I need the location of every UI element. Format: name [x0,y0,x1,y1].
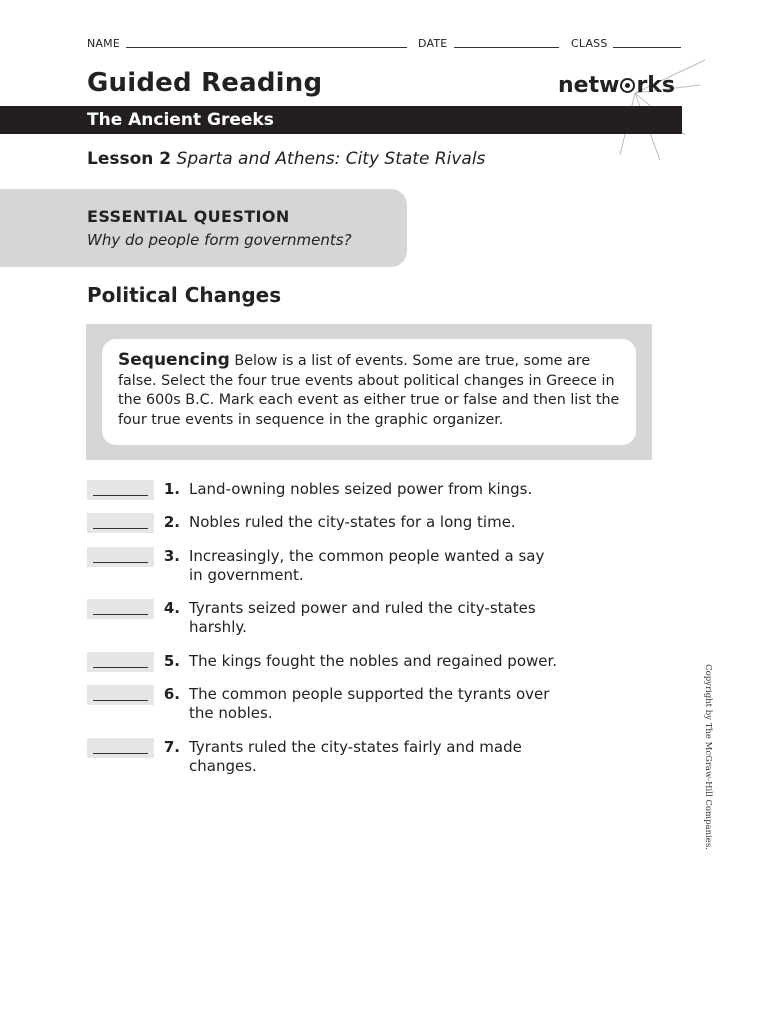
copyright-notice: Copyright by The McGraw-Hill Companies. [703,664,713,850]
item-number: 6. [163,685,180,703]
name-label: NAME [87,37,120,50]
item-text: Nobles ruled the city-states for a long time. [189,513,516,531]
networks-logo [558,73,675,98]
instructions-body: Below is a list of events. Some are true, some are false. Select the four true events about political changes in Greece in the 600s B.C. Mark each event as either true or false and then list the four true events in sequence in the graphic organizer. [118,353,620,429]
globe-icon [620,78,635,93]
class-field[interactable] [613,47,681,48]
item-number: 5. [163,652,180,670]
lesson-heading [87,149,485,169]
item-text: Tyrants ruled the city-states fairly and made changes. [189,738,522,775]
item-text: The common people supported the tyrants over the nobles. [189,685,550,722]
class-label: CLASS [571,37,608,50]
true-false-blank[interactable] [87,652,154,672]
essential-question-heading: ESSENTIAL QUESTION [87,207,290,226]
date-field[interactable] [454,47,559,48]
item-number: 7. [163,738,180,756]
instructions-text [118,351,628,431]
lesson-number: Lesson 2 [87,149,172,169]
essential-question-box [0,189,407,267]
true-false-blank[interactable] [87,480,154,500]
item-text: Land-owning nobles seized power from kings. [189,480,533,498]
true-false-blank[interactable] [87,599,154,619]
item-text: Increasingly, the common people wanted a say in government. [189,547,545,584]
logo-text-start: netw [558,73,620,98]
item-number: 1. [163,480,180,498]
banner-title: The Ancient Greeks [87,110,274,130]
page-title: Guided Reading [87,68,323,98]
logo-text-end: rks [636,73,676,98]
true-false-blank[interactable] [87,513,154,533]
section-title: Political Changes [87,283,282,307]
lesson-title: Sparta and Athens: City State Rivals [176,149,486,169]
name-field[interactable] [126,47,407,48]
essential-question-text: Why do people form governments? [87,231,352,249]
true-false-blank[interactable] [87,547,154,567]
item-text: Tyrants seized power and ruled the city-states harshly. [189,599,536,636]
item-number: 4. [163,599,180,617]
instructions-keyword: Sequencing [118,350,230,370]
true-false-blank[interactable] [87,738,154,758]
item-number: 2. [163,513,180,531]
item-text: The kings fought the nobles and regained power. [189,652,558,670]
date-label: DATE [418,37,448,50]
item-number: 3. [163,547,180,565]
true-false-blank[interactable] [87,685,154,705]
